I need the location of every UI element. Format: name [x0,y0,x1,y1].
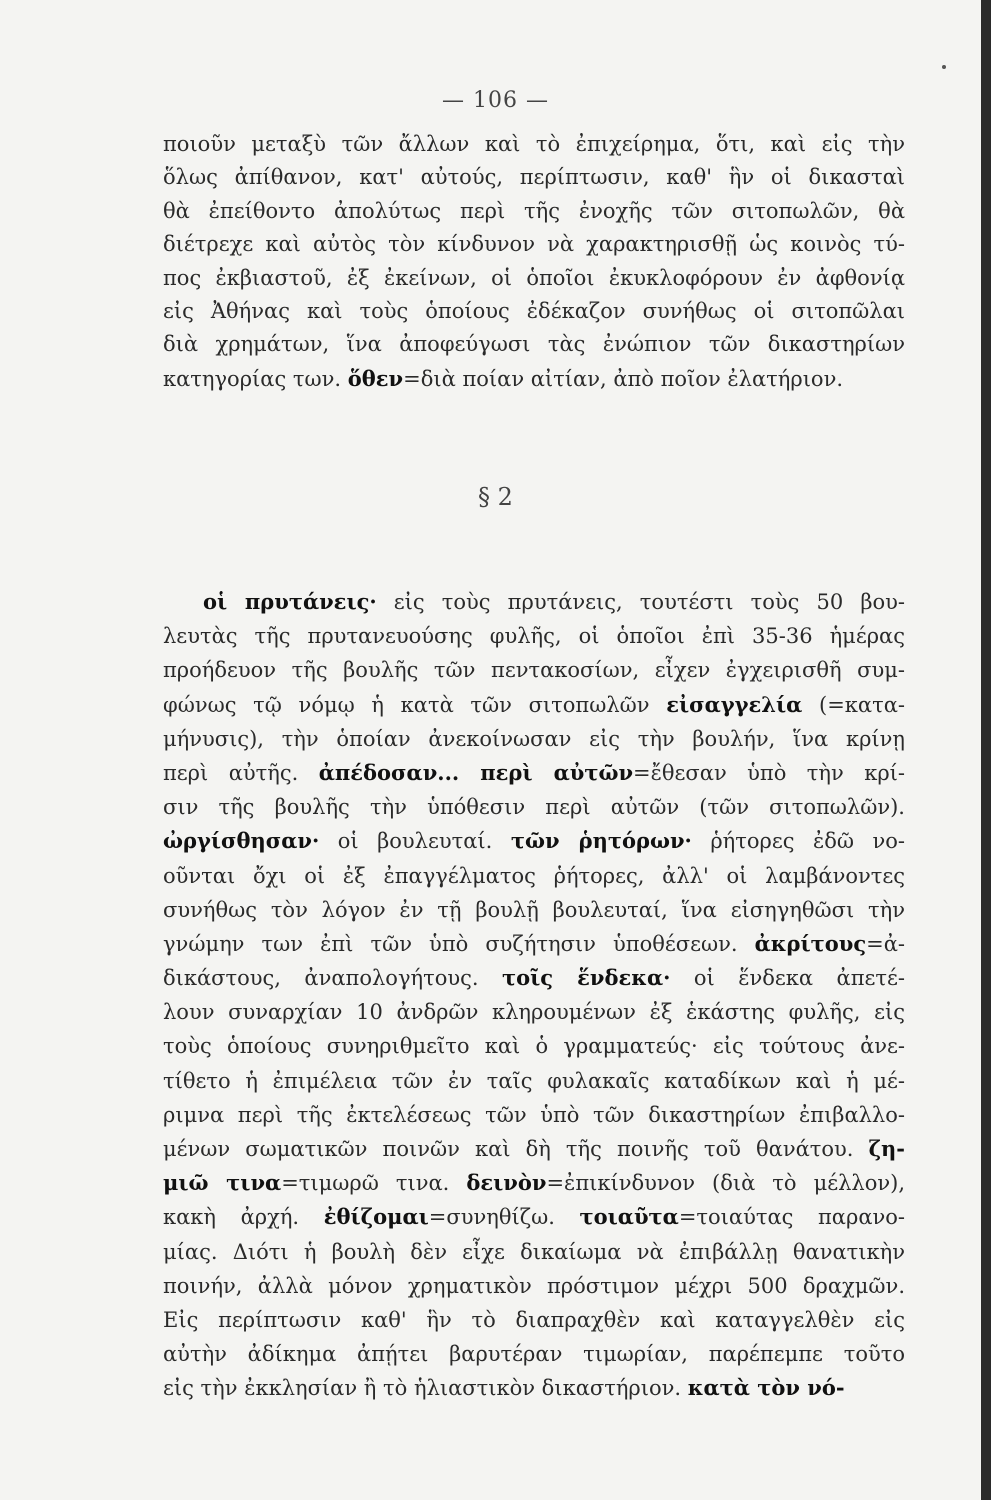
text-line: οῦνται ὄχι οἱ ἐξ ἐπαγγέλματος ῥήτορες, ἀλλ' οἱ λαμβάνοντες [163,863,905,888]
text-line: λουν συναρχίαν 10 ἀνδρῶν κληρουμένων ἐξ ἑκάστης φυλῆς, εἰς [163,1000,905,1025]
text-line [163,688,905,722]
text-line [163,362,905,395]
text-run: οἱ ἕνδεκα ἀπετέ- [670,966,905,991]
text-run: =τιμωρῶ τινα. [281,1171,467,1196]
text-line [163,585,905,619]
text-line [163,1132,905,1166]
text-run: κατηγορίας των. [163,366,348,391]
text-run: οἱ βουλευταί. [319,829,511,854]
glossed-term: ὠργίσθησαν· [163,828,320,854]
text-line: αὐτὴν ἀδίκημα ἀπῄτει βαρυτέραν τιμωρίαν, παρέπεμπε τοῦτο [163,1342,905,1367]
text-line [163,1371,905,1405]
text-line: τοὺς ὁποίους συνηριθμεῖτο καὶ ὁ γραμματεύς· εἰς τούτους ἀνε- [163,1034,905,1059]
text-line: τίθετο ἡ ἐπιμέλεια τῶν ἐν ταῖς φυλακαῖς καταδίκων καὶ ἡ μέ- [163,1068,905,1093]
text-run: εἰς τοὺς πρυτάνεις, τουτέστι τοὺς 50 βου- [376,590,905,614]
text-line: προήδευον τῆς βουλῆς τῶν πεντακοσίων, εἶχεν ἐγχειρισθῆ συμ- [163,658,905,683]
text-line: θὰ ἐπείθοντο ἀπολύτως περὶ τῆς ἐνοχῆς τῶν σιτοπωλῶν, θὰ [163,198,905,223]
text-line: ποινήν, ἀλλὰ μόνον χρηματικὸν πρόστιμον μέχρι 500 δραχμῶν. [163,1273,905,1298]
text-run: =ἀ- [866,931,905,956]
text-run: =τοιαύτας παρανο- [678,1205,905,1230]
text-line: διέτρεχε καὶ αὐτὸς τὸν κίνδυνον νὰ χαρακτηρισθῇ ὡς κοινὸς τύ- [163,232,905,257]
glossed-term: τῶν ῥητόρων· [510,828,692,854]
text-line [163,961,905,995]
text-line: μίας. Διότι ἡ βουλὴ δὲν εἶχε δικαίωμα νὰ ἐπιβάλλῃ θανατικὴν [163,1239,905,1264]
text-line [163,1200,905,1234]
commentary-paragraph-1 [163,128,905,395]
text-run: ῥήτορες ἐδῶ νο- [691,829,905,854]
text-run: δικάστους, ἀναπολογήτους. [163,966,502,991]
text-run: κακὴ ἀρχή. [163,1205,324,1230]
glossed-term: ζη- [868,1136,905,1161]
text-run: εἰς τὴν ἐκκλησίαν ἢ τὸ ἡλιαστικὸν δικαστήριον. [163,1376,688,1401]
text-run: περὶ αὐτῆς. [163,760,319,785]
glossed-term: ἀκρίτους [754,930,867,956]
glossed-term: τοῖς ἕνδεκα· [501,965,671,991]
glossed-term: ἐθίζομαι [323,1204,429,1230]
text-line: Εἰς περίπτωσιν καθ' ἣν τὸ διαπραχθὲν καὶ καταγγελθὲν εἰς [163,1307,905,1332]
text-line: συνήθως τὸν λόγον ἐν τῇ βουλῇ βουλευταί, ἵνα εἰσηγηθῶσι τὴν [163,897,905,922]
page-number: — 106 — [442,88,549,113]
text-run: =συνηθίζω. [428,1205,580,1230]
text-run: =ἔθεσαν ὑπὸ τὴν κρί- [633,760,905,785]
text-run: =ἐπικίνδυνον (διὰ τὸ μέλλον), [546,1171,905,1196]
text-line: διὰ χρημάτων, ἵνα ἀποφεύγωσι τὰς ἐνώπιον τῶν δικαστηρίων [163,332,905,357]
text-run: =διὰ ποίαν αἰτίαν, ἀπὸ ποῖον ἐλατήριον. [403,366,844,391]
glossed-term: μιῶ τινα [163,1170,282,1196]
text-line: ριμνα περὶ τῆς ἐκτελέσεως τῶν ὑπὸ τῶν δικαστηρίων ἐπιβαλλο- [163,1102,905,1127]
glossed-term: δεινὸν [466,1170,547,1196]
text-run: μένων σωματικῶν ποινῶν καὶ δὴ τῆς ποινῆς τοῦ θανάτου. [163,1137,869,1161]
text-line [163,927,905,961]
section-heading: § 2 [478,483,513,511]
text-line: μήνυσις), τὴν ὁποίαν ἀνεκοίνωσαν εἰς τὴν βουλήν, ἵνα κρίνῃ [163,726,905,751]
glossed-term: κατὰ τὸν νό- [687,1375,845,1401]
text-line: λευτὰς τῆς πρυτανευούσης φυλῆς, οἱ ὁποῖοι ἐπὶ 35-36 ἡμέρας [163,624,905,649]
text-line: ὅλως ἀπίθανον, κατ' αὐτούς, περίπτωσιν, καθ' ἣν οἱ δικασταὶ [163,165,905,190]
text-line [163,824,905,858]
glossed-term: ἀπέδοσαν... περὶ αὐτῶν [318,759,634,785]
text-run: γνώμην των ἐπὶ τῶν ὑπὸ συζήτησιν ὑποθέσεων. [163,931,755,956]
glossed-term: εἰσαγγελία [666,691,803,717]
glossed-term: τοιαῦτα [579,1204,679,1230]
text-line: πος ἐκβιαστοῦ, ἐξ ἐκείνων, οἱ ὁποῖοι ἐκυκλοφόρουν ἐν ἀφθονίᾳ [163,265,905,290]
commentary-paragraph-2 [163,585,905,1406]
ink-speck [942,65,946,69]
page-binding-edge [981,0,991,1500]
text-line: σιν τῆς βουλῆς τὴν ὑπόθεσιν περὶ αὐτῶν (τῶν σιτοπωλῶν). [163,795,905,820]
text-line [163,756,905,790]
text-line: εἰς Ἀθήνας καὶ τοὺς ὁποίους ἐδέκαζον συνήθως οἱ σιτοπῶλαι [163,298,905,323]
glossed-term: οἱ πρυτάνεις· [203,589,377,614]
text-run: (=κατα- [802,692,905,717]
text-line [163,1166,905,1200]
glossed-term: ὅθεν [347,365,404,391]
text-line: ποιοῦν μεταξὺ τῶν ἄλλων καὶ τὸ ἐπιχείρημα, ὅτι, καὶ εἰς τὴν [163,132,905,156]
text-run: φώνως τῷ νόμῳ ἡ κατὰ τῶν σιτοπωλῶν [163,692,667,717]
